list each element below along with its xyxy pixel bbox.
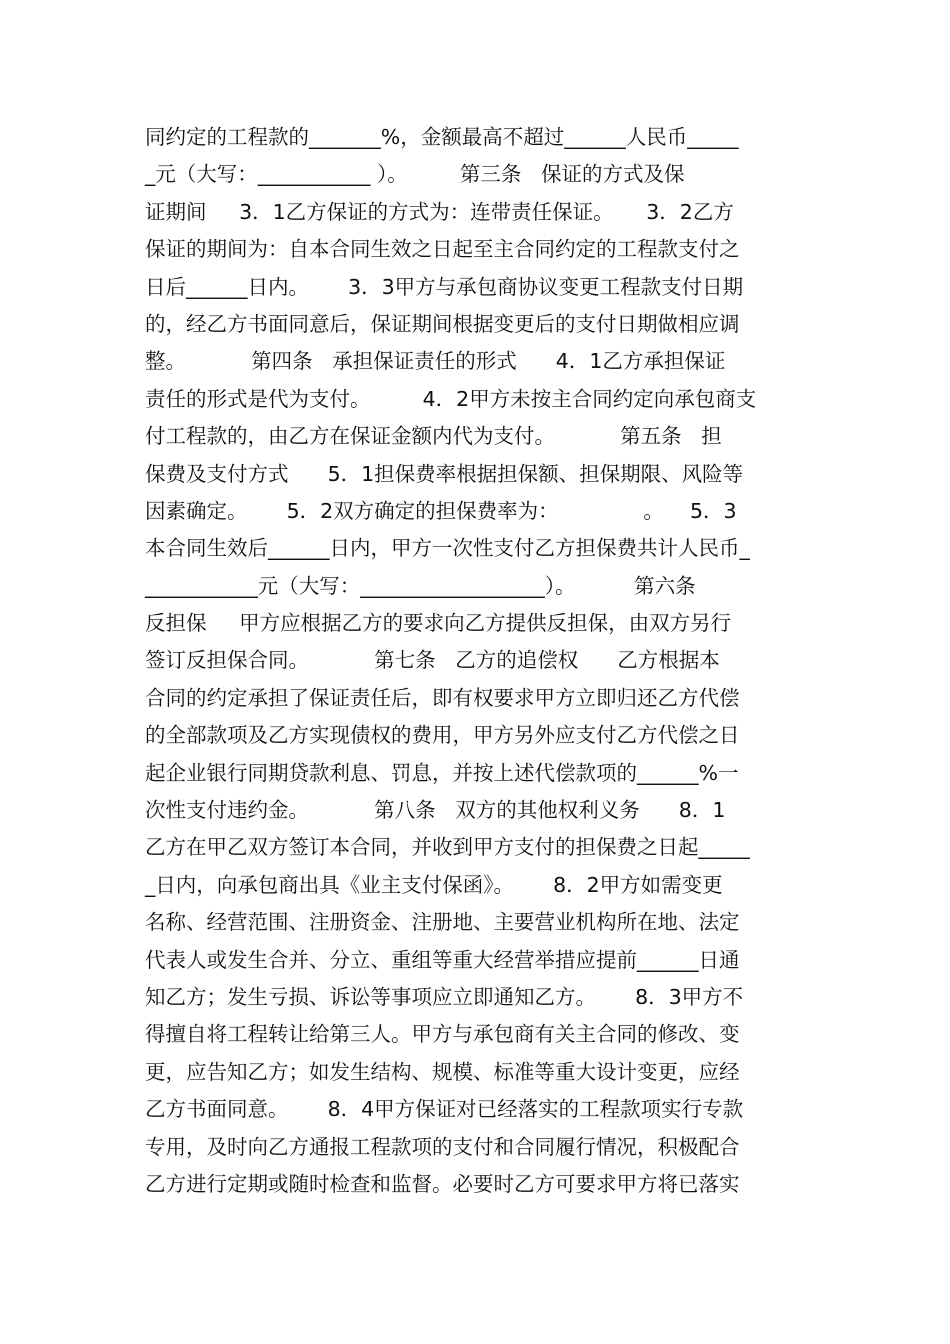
text-line: 保费及支付方式 5．1担保费率根据担保额、担保期限、风险等 [145, 461, 744, 486]
text-line: 更，应告知乙方；如发生结构、规模、标准等重大设计变更，应经 [145, 1059, 740, 1084]
text-line: 得擅自将工程转让给第三人。甲方与承包商有关主合同的修改、变 [145, 1022, 740, 1047]
text-line: 签订反担保合同。 第七条 乙方的追偿权 乙方根据本 [145, 648, 720, 673]
text-line: 因素确定。 5．2双方确定的担保费率为： 。 5．3 [145, 498, 737, 523]
text-line: 起企业银行同期贷款利息、罚息，并按上述代偿款项的______%一 [145, 760, 739, 785]
text-line: 本合同生效后______日内，甲方一次性支付乙方担保费共计人民币_ [145, 536, 750, 561]
text-line: 日后______日内。 3．3甲方与承包商协议变更工程款支付日期 [145, 274, 744, 299]
text-line: ___________元（大写：__________________）。 第六条 [145, 573, 696, 598]
text-line: 代表人或发生合并、分立、重组等重大经营举措应提前______日通 [145, 947, 740, 972]
text-line: 同约定的工程款的_______%，金额最高不超过______人民币_____ [145, 125, 739, 149]
text-line: 次性支付违约金。 第八条 双方的其他权利义务 8．1 [145, 798, 726, 823]
text-line: _元（大写：___________ ）。 第三条 保证的方式及保 [145, 162, 685, 187]
text-line: 乙方进行定期或随时检查和监督。必要时乙方可要求甲方将已落实 [145, 1171, 740, 1196]
text-line: 的，经乙方书面同意后，保证期间根据变更后的支付日期做相应调 [145, 311, 740, 336]
text-line: 知乙方；发生亏损、诉讼等事项应立即通知乙方。 8．3甲方不 [145, 984, 744, 1009]
text-line: 付工程款的，由乙方在保证金额内代为支付。 第五条 担 [145, 424, 722, 449]
text-line: 乙方书面同意。 8．4甲方保证对已经落实的工程款项实行专款 [145, 1097, 744, 1122]
text-line: 名称、经营范围、注册资金、注册地、主要营业机构所在地、法定 [145, 910, 740, 935]
text-line: _日内，向承包商出具《业主支付保函》。 8．2甲方如需变更 [145, 872, 723, 897]
text-line: 合同的约定承担了保证责任后，即有权要求甲方立即归还乙方代偿 [145, 685, 740, 710]
text-line: 证期间 3．1乙方保证的方式为：连带责任保证。 3．2乙方 [145, 199, 734, 224]
text-line: 乙方在甲乙双方签订本合同，并收到甲方支付的担保费之日起_____ [145, 835, 750, 860]
text-line: 专用，及时向乙方通报工程款项的支付和合同履行情况，积极配合 [145, 1134, 740, 1159]
text-line: 的全部款项及乙方实现债权的费用，甲方另外应支付乙方代偿之日 [145, 723, 740, 748]
contract-text-body [145, 119, 810, 1203]
text-line: 反担保 甲方应根据乙方的要求向乙方提供反担保，由双方另行 [145, 611, 732, 636]
text-line: 整。 第四条 承担保证责任的形式 4．1乙方承担保证 [145, 349, 726, 374]
text-line: 责任的形式是代为支付。 4．2甲方未按主合同约定向承包商支 [145, 386, 757, 411]
text-line: 保证的期间为：自本合同生效之日起至主合同约定的工程款支付之 [145, 237, 740, 262]
